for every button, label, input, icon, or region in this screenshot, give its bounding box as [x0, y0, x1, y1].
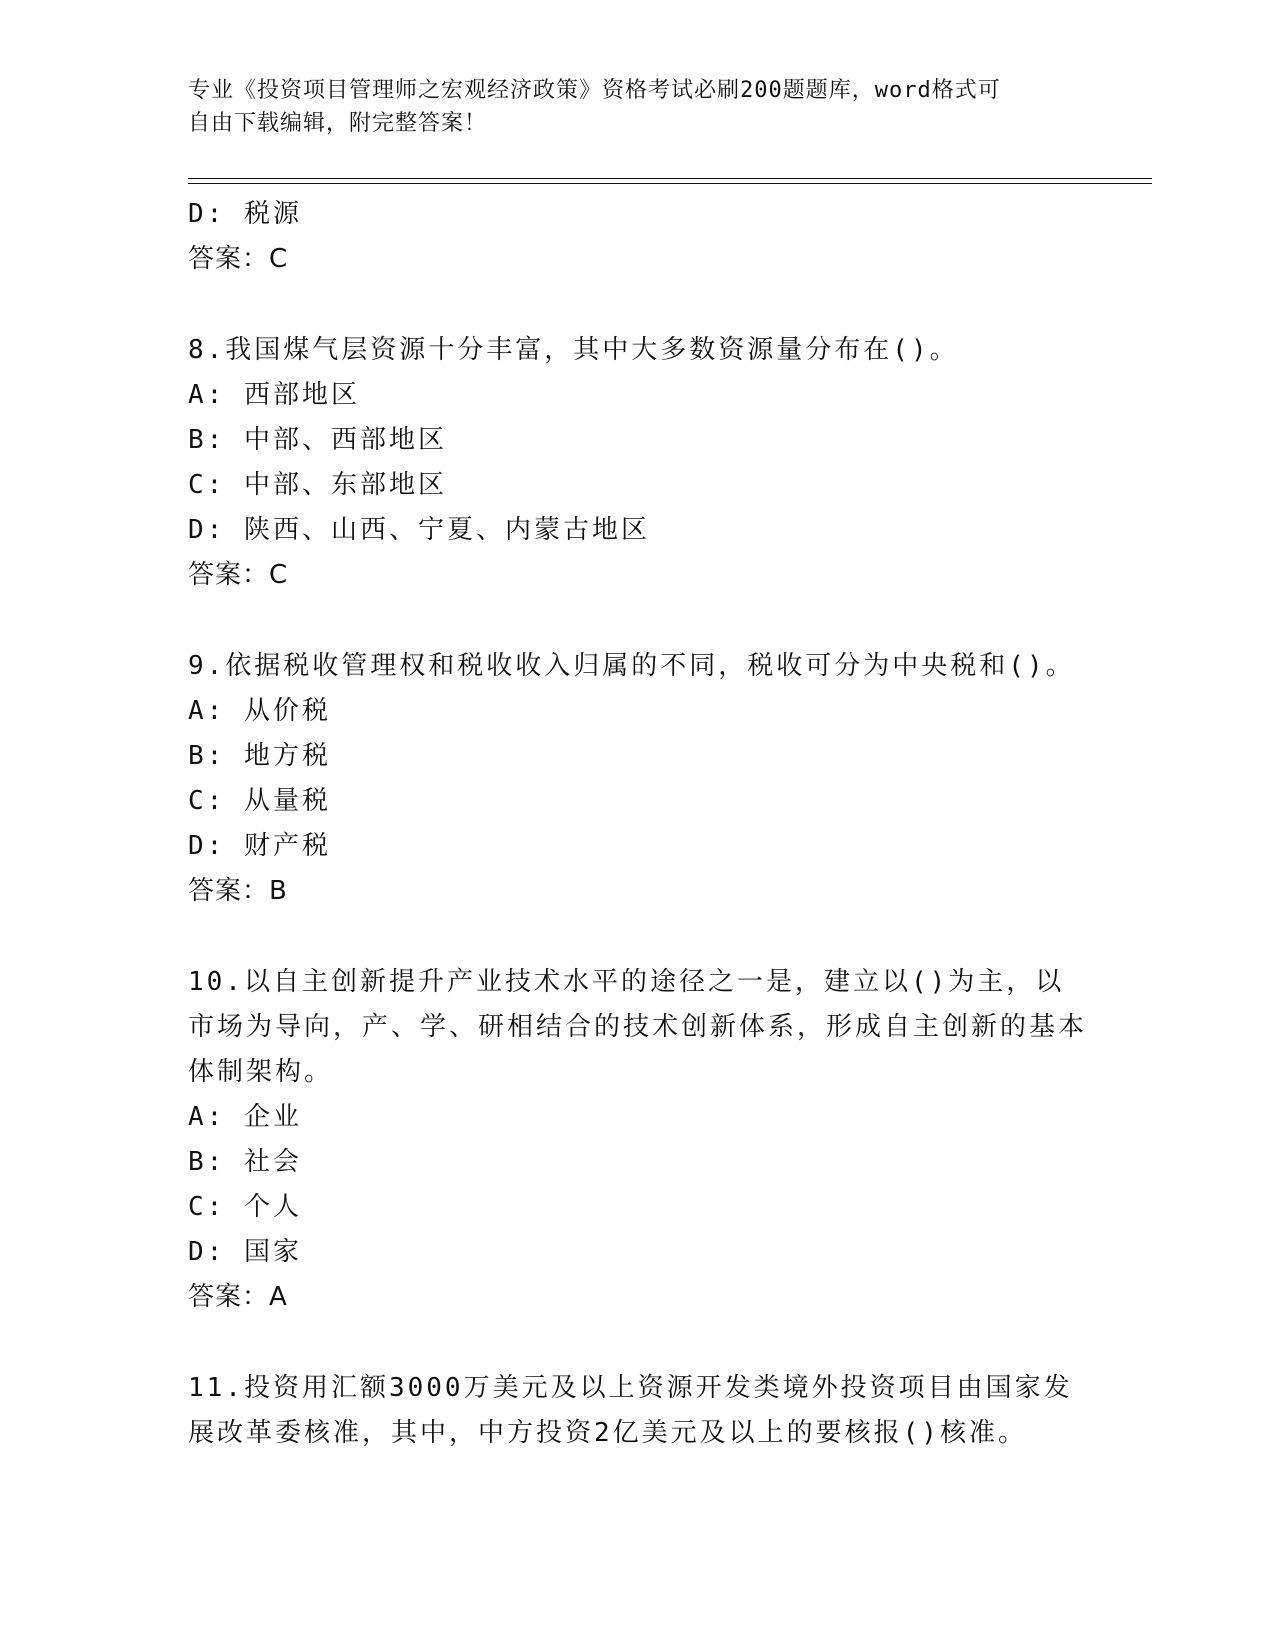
option-d: D: 陕西、山西、宁夏、内蒙古地区 [188, 515, 650, 545]
question-9 [188, 644, 1088, 914]
option-b: B: 地方税 [188, 741, 331, 771]
answer-line: 答案：C [188, 244, 289, 274]
option-d: D: 国家 [188, 1237, 302, 1267]
option-b: B: 社会 [188, 1147, 302, 1177]
prev-question-tail [188, 192, 1088, 282]
option-a: A: 从价税 [188, 696, 331, 726]
answer-line: 答案：B [188, 876, 288, 906]
document-header [188, 74, 1068, 140]
header-line-1: 专业《投资项目管理师之宏观经济政策》资格考试必刷200题题库，word格式可 [188, 78, 1001, 103]
option-c: C: 中部、东部地区 [188, 470, 447, 500]
option-d: D: 税源 [188, 199, 302, 229]
header-divider-bottom [188, 183, 1152, 184]
answer-line: 答案：C [188, 560, 289, 590]
header-line-2: 自由下载编辑，附完整答案！ [188, 111, 488, 136]
question-text: 9.依据税收管理权和税收收入归属的不同，税收可分为中央税和()。 [188, 651, 1075, 681]
option-b: B: 中部、西部地区 [188, 425, 447, 455]
option-a: A: 西部地区 [188, 380, 360, 410]
question-list [188, 192, 1088, 1456]
answer-line: 答案：A [188, 1282, 288, 1312]
option-a: A: 企业 [188, 1102, 302, 1132]
question-11 [188, 1366, 1088, 1456]
question-10 [188, 960, 1088, 1320]
option-c: C: 个人 [188, 1192, 302, 1222]
question-text: 8.我国煤气层资源十分丰富，其中大多数资源量分布在()。 [188, 335, 959, 365]
question-text: 11.投资用汇额3000万美元及以上资源开发类境外投资项目由国家发展改革委核准，其中，中方投资2亿美元及以上的要核报()核准。 [188, 1373, 1073, 1448]
option-d: D: 财产税 [188, 831, 331, 861]
question-text: 10.以自主创新提升产业技术水平的途径之一是，建立以()为主，以市场为导向，产、学、研相结合的技术创新体系，形成自主创新的基本体制架构。 [188, 967, 1088, 1087]
option-c: C: 从量税 [188, 786, 331, 816]
header-divider-top [188, 178, 1152, 179]
question-8 [188, 328, 1088, 598]
